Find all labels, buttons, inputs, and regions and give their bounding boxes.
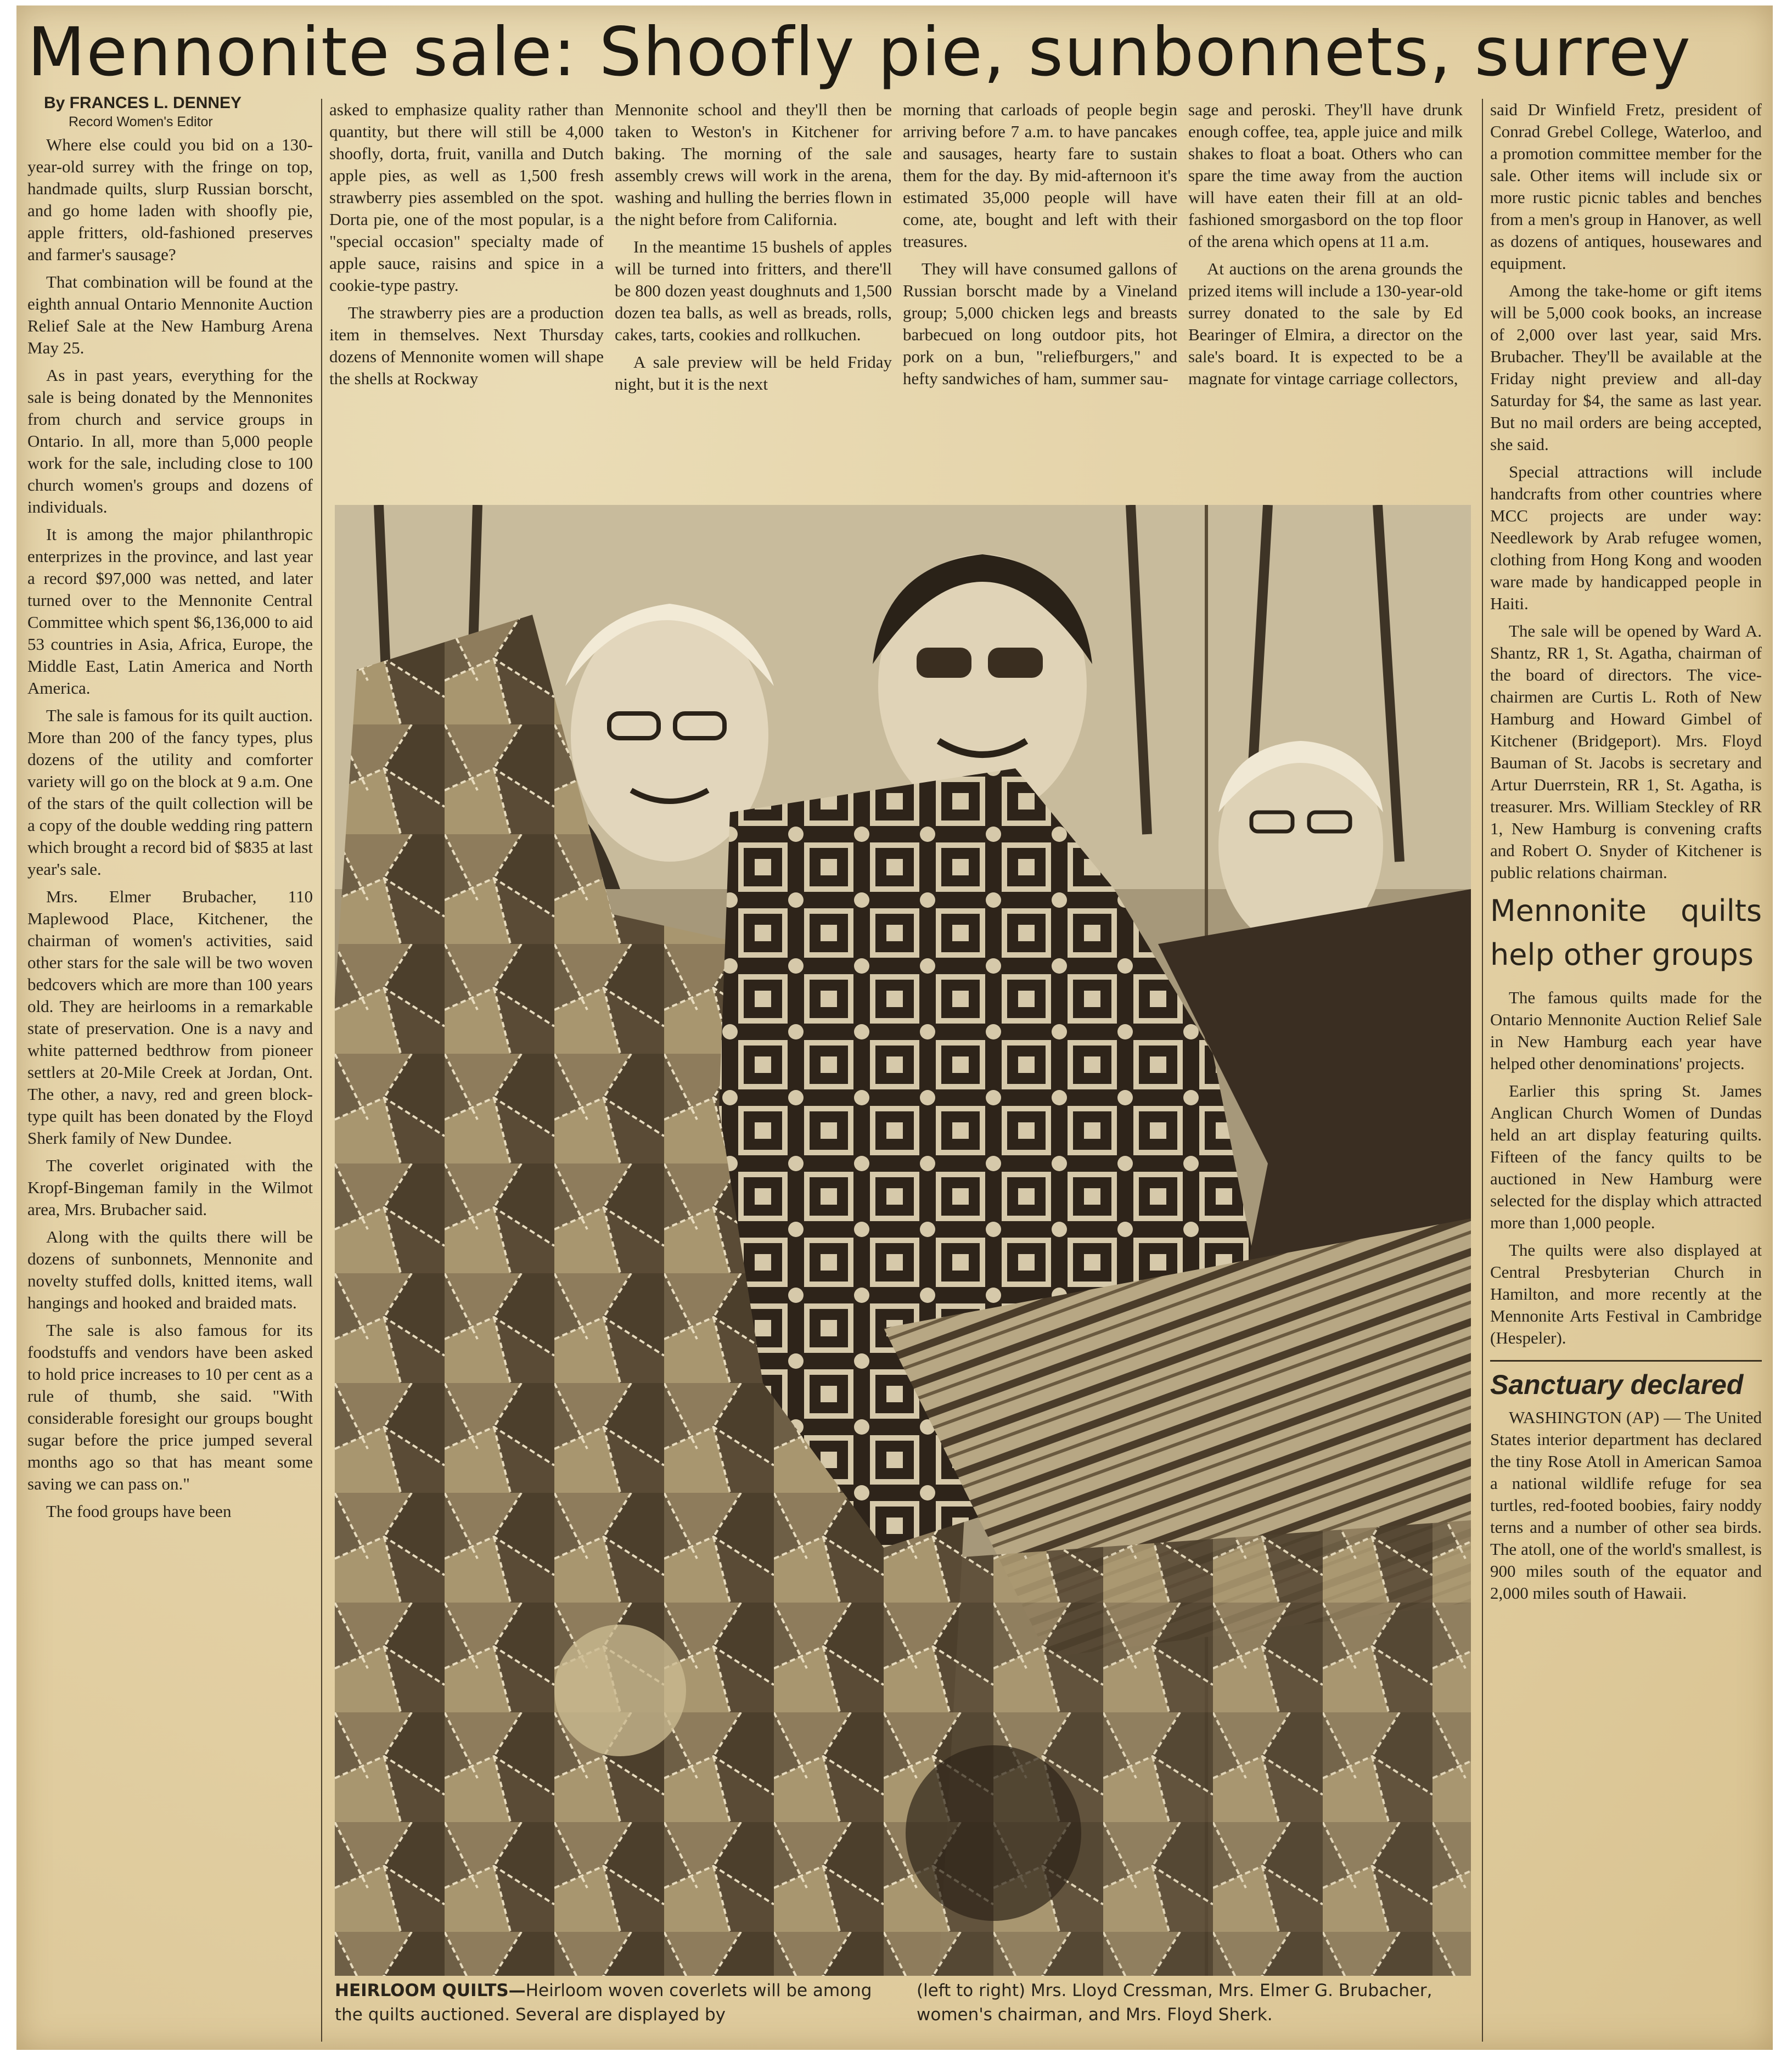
byline-author: By FRANCES L. DENNEY [44,94,242,112]
caption-text: Heirloom woven coverlets will be among the quilts auctioned. Several are displayed by [335,1981,872,2025]
caption-head: HEIRLOOM QUILTS— [335,1981,526,2000]
sidebar-heading-sanctuary: Sanctuary declared [1490,1360,1762,1402]
paragraph: The sale is famous for its quilt auction. More than 200 of the fancy types, plus dozens of the utility and comforter variety will go on the block at 9 a.m. One of the stars of the quilt collection will be a copy of the double wedding ring pattern which brought a record bid of $835 at last year's sale. [27,706,313,879]
paragraph: As in past years, everything for the sale is being donated by the Mennonites from church and service groups in Ontario. In all, more than 5,000 people work for the sale, including close to 100 church women's groups and dozens of individuals. [27,366,313,516]
paragraph: Along with the quilts there will be dozens of sunbonnets, Mennonite and novelty stuffed dolls, knitted items, wall hangings and hooked and braided mats. [27,1227,313,1312]
article-column-5 [1188,99,1463,395]
article-column-3 [615,99,892,401]
sidebar-heading-quilts: Mennonite quilts help other groups [1490,893,1762,972]
paragraph: said Dr Winfield Fretz, president of Conrad Grebel College, Waterloo, and a promotion committee member for the sale. Other items will include six or more rustic picnic tables and benches from a men's group in Hanover, as well as dozens of antiques, housewares and equipment. [1490,100,1762,273]
article-column-6 [1490,99,1762,1610]
paragraph: The famous quilts made for the Ontario Mennonite Auction Relief Sale in New Hamburg each year have helped other denominations' projects. [1490,988,1762,1073]
paragraph: They will have consumed gallons of Russian borscht made by a Vineland group; 5,000 chicken legs and breasts barbecued on long outdoor pits, hot pork on a bun, "reliefburgers," and hefty sandwiches of ham, summer sau- [903,259,1177,388]
paragraph: The strawberry pies are a production item in themselves. Next Thursday dozens of Mennonite women will shape the shells at Rockway [329,303,604,388]
article-column-1 [27,93,313,1528]
paragraph: Earlier this spring St. James Anglican Church Women of Dundas held an art display featuring quilts. Fifteen of the fancy quilts to be auctioned in New Hamburg were selected for the display which attracted more than 1,000 people. [1490,1081,1762,1232]
paragraph: asked to emphasize quality rather than quantity, but there will still be 4,000 shoofly, dorta, fruit, vanilla and Dutch apple pies, as well as 1,500 fresh strawberry pies assembled on the spot. Dorta pie, one of the most popular, is a "special occasion" specialty made of apple sauce, raisins and spice in a cookie-type pastry. [329,100,604,295]
paragraph: morning that carloads of people begin arriving before 7 a.m. to have pancakes and sausages, hearty fare to sustain them for the day. By mid-afternoon it's estimated 35,000 people will have come, ate, bought and left with their treasures. [903,100,1177,251]
paragraph: Mennonite school and they'll then be taken to Weston's in Kitchener for baking. The morning of the sale assembly crews will work in the arena, washing and hulling the berries flown in the night before from California. [615,100,892,229]
paragraph: The sale is also famous for its foodstuffs and vendors have been asked to hold price increases to 10 per cent as a rule of thumb, she said. "With considerable foresight our groups bought sugar before the price jumped several months ago so that has meant some saving we can pass on." [27,1320,313,1493]
column-rule [1482,99,1483,2042]
paragraph: A sale preview will be held Friday night, but it is the next [615,352,892,394]
paragraph: The sale will be opened by Ward A. Shantz, RR 1, St. Agatha, chairman of the board of directors. The vice-chairmen are Curtis L. Roth of New Hamburg and Howard Gimbel of Kitchener (Bridgeport). Mrs. Floyd Bauman of St. Jacobs is secretary and Artur Duerrstein, RR 1, St. Agatha, is treasurer. Mrs. William Steckley of RR 1, New Hamburg is convening crafts and Robert O. Snyder of Kitchener is public relations chairman. [1490,621,1762,882]
paragraph: The food groups have been [46,1502,232,1521]
byline-title: Record Women's Editor [69,114,213,130]
article-column-2 [329,99,604,395]
article-column-4 [903,99,1177,395]
paragraph: In the meantime 15 bushels of apples will be turned into fritters, and there'll be 800 dozen yeast doughnuts and 1,500 dozen tea balls, as well as breads, rolls, cakes, tarts, cookies and rollkuchen. [615,237,892,344]
paragraph: At auctions on the arena grounds the prized items will include a 130-year-old surrey donated to the sale by Ed Bearinger of Elmira, a director on the sale's board. It is expected to be a magnate for vintage carriage collectors, [1188,259,1463,388]
paragraph: That combination will be found at the eighth annual Ontario Mennonite Auction Relief Sale at the New Hamburg Arena May 25. [27,272,313,357]
paragraph: Mrs. Elmer Brubacher, 110 Maplewood Place, Kitchener, the chairman of women's activities, said other stars for the sale will be two woven bedcovers which are more than 100 years old. They are heirlooms in a remarkable state of preservation. One is a navy and white patterned bedthrow from pioneer settlers at 20-Mile Creek at Jordan, Ont. The other, a navy, red and green block-type quilt has been donated by the Floyd Sherk family of New Dundee. [27,887,313,1148]
paragraph: sage and peroski. They'll have drunk enough coffee, tea, apple juice and milk shakes to float a boat. Others who can spare the time away from the auction will have eaten their fill at an old-fashioned smorgasbord on the top floor of the arena which opens at 11 a.m. [1188,100,1463,251]
paragraph: The quilts were also displayed at Central Presbyterian Church in Hamilton, and more recently at the Mennonite Arts Festival in Cambridge (Hespeler). [1490,1240,1762,1347]
column-rule [321,99,322,2042]
photo-caption-left [335,1979,895,2027]
paragraph-list [27,134,313,1522]
photo-illustration [335,505,1471,1976]
photo-caption-right: (left to right) Mrs. Lloyd Cressman, Mrs. Elmer G. Brubacher, women's chairman, and Mrs. Floyd Sherk. [917,1981,1433,2025]
headline: Mennonite sale: Shoofly pie, sunbonnets, surrey [27,13,1692,91]
paragraph: Among the take-home or gift items will be 5,000 cook books, an increase of 2,000 over last year, said Mrs. Brubacher. They'll be available at the Friday night preview and all-day Saturday for $4, the same as last year. But no mail orders are being accepted, she said. [1490,281,1762,454]
newspaper-clipping [16,5,1773,2050]
heirloom-quilts-photo [335,505,1471,1976]
paragraph: It is among the major philanthropic enterprizes in the province, and last year a record $97,000 was netted, and later turned over to the Mennonite Central Committee which spent $6,136,000 to aid 53 countries in Asia, Africa, Europe, the Middle East, Latin America and North America. [27,525,313,698]
paragraph: WASHINGTON (AP) — The United States interior department has declared the tiny Rose Atoll in American Samoa a national wildlife refuge for sea turtles, red-footed boobies, fairy noddy terns and a number of other sea birds. The atoll, one of the world's smallest, is 900 miles south of the equator and 2,000 miles south of Hawaii. [1490,1408,1762,1603]
paragraph: Where else could you bid on a 130-year-old surrey with the fringe on top, handmade quilts, slurp Russian borscht, and go home laden with shoofly pie, apple fritters, old-fashioned preserves and farmer's sausage? [27,135,313,264]
paragraph: Special attractions will include handcrafts from other countries where MCC projects are under way: Needlework by Arab refugee women, clothing from Hong Kong and wooden ware made by handicapped people in Haiti. [1490,462,1762,613]
paragraph: The coverlet originated with the Kropf-Bingeman family in the Wilmot area, Mrs. Brubacher said. [27,1156,313,1219]
